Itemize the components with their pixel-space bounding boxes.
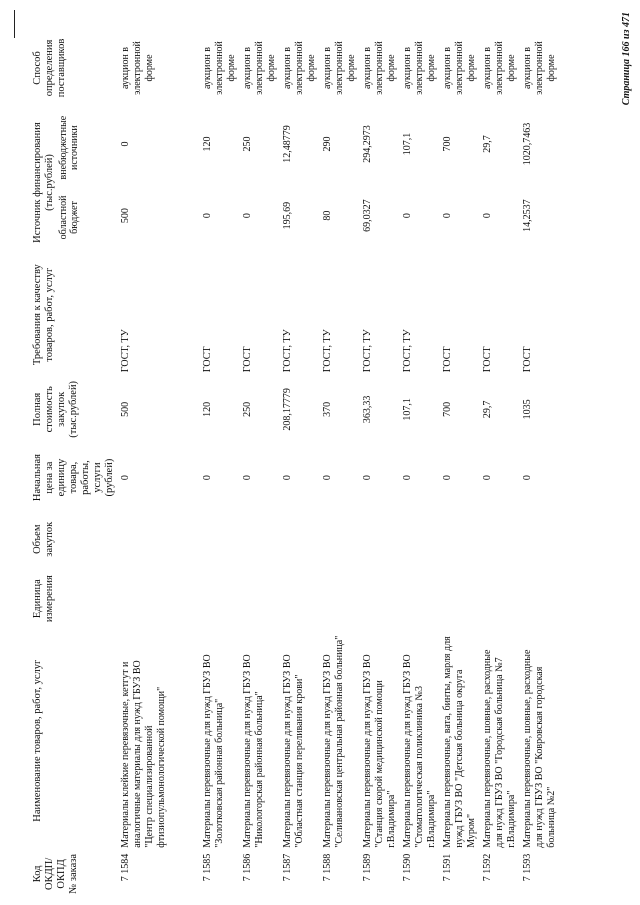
row-unit	[400, 567, 440, 631]
row-volume	[280, 512, 320, 567]
table-row	[240, 25, 280, 897]
row-method: аукцион в электронной форме	[242, 41, 277, 95]
row-unit-price: 0	[522, 475, 533, 481]
row-method: аукцион в электронной форме	[322, 41, 357, 95]
row-regional: 80	[322, 210, 333, 221]
row-code: 7 1584	[120, 853, 131, 882]
row-total: 107,1	[402, 398, 413, 421]
header-sources-regional: областной бюджет	[58, 195, 80, 240]
row-method: аукцион в электронной форме	[202, 41, 237, 95]
row-volume	[118, 512, 200, 567]
row-unit-price: 0	[402, 475, 413, 481]
row-volume	[400, 512, 440, 567]
row-quality: ГОСТ	[242, 346, 253, 373]
row-total: 120	[202, 401, 213, 417]
row-quality: ГОСТ	[442, 346, 453, 373]
header-quality: Требования к качеству товаров, работ, услуг	[32, 264, 55, 366]
row-method: аукцион в электронной форме	[522, 41, 557, 95]
row-regional: 0	[442, 213, 453, 219]
row-method: аукцион в электронной форме	[362, 41, 397, 95]
row-unit-price: 0	[482, 475, 493, 481]
row-regional: 69,0327	[362, 199, 373, 232]
row-extra: 250	[242, 136, 253, 152]
row-total: 500	[120, 401, 131, 417]
table-row	[440, 25, 480, 897]
row-volume	[480, 512, 520, 567]
row-code: 7 1585	[202, 853, 213, 882]
row-total: 29,7	[482, 400, 493, 419]
row-unit	[118, 567, 200, 631]
row-extra: 1020,7463	[522, 122, 533, 166]
row-extra: 700	[442, 136, 453, 152]
row-total: 370	[322, 401, 333, 417]
table-row	[360, 25, 400, 897]
row-method: аукцион в электронной форме	[482, 41, 517, 95]
row-quality: ГОСТ, ТУ	[322, 329, 333, 373]
row-regional: 0	[402, 213, 413, 219]
row-unit-price: 0	[442, 475, 453, 481]
table-row	[118, 25, 200, 897]
header-sources	[30, 111, 118, 254]
row-code: 7 1589	[362, 853, 373, 882]
row-quality: ГОСТ	[202, 346, 213, 373]
row-name: Материалы перевязочные для нужд ГБУЗ ВО "Селивановская центральная районная больница"	[322, 635, 345, 848]
row-unit-price: 0	[362, 475, 373, 481]
row-extra: 120	[202, 136, 213, 152]
row-regional: 195,69	[282, 201, 293, 230]
row-unit	[320, 567, 360, 631]
procurement-table	[30, 25, 560, 897]
row-name: Материалы перевязочные для нужд ГБУЗ ВО "Областная станция переливания крови"	[282, 654, 305, 848]
row-regional: 0	[482, 213, 493, 219]
row-unit-price: 0	[322, 475, 333, 481]
row-code: 7 1586	[242, 853, 253, 882]
row-regional: 500	[120, 208, 131, 224]
row-total: 1035	[522, 399, 533, 420]
row-total: 700	[442, 401, 453, 417]
row-code: 7 1587	[282, 853, 293, 882]
table-row	[520, 25, 560, 897]
row-quality: ГОСТ, ТУ	[282, 329, 293, 373]
corner-mark	[14, 10, 15, 38]
header-sources-title: Источник финансирования (тыс.рублей)	[32, 122, 55, 243]
row-unit	[360, 567, 400, 631]
row-extra: 107,1	[402, 132, 413, 156]
row-volume	[240, 512, 280, 567]
header-name: Наименование товаров, работ, услуг	[32, 659, 43, 822]
table-row	[400, 25, 440, 897]
row-code: 7 1590	[402, 853, 413, 882]
row-quality: ГОСТ, ТУ	[402, 329, 413, 373]
header-total: Полная стоимость закупок (тыс.рублей)	[32, 380, 79, 438]
row-name: Материалы перевязочные, шовные, расходные для нужд ГБУЗ ВО "Городская больница №7 г.Владимира"	[482, 649, 517, 848]
header-unit: Единица измерения	[32, 575, 55, 623]
row-name: Материалы перевязочные для нужд ГБУЗ ВО "Никологорская районная больница"	[242, 654, 265, 848]
row-name: Материалы перевязочные, шовные, расходные для нужд ГБУЗ ВО "Ковровская городская больница №2"	[522, 649, 557, 848]
row-unit	[280, 567, 320, 631]
row-method: аукцион в электронной форме	[442, 41, 477, 95]
row-volume	[520, 512, 560, 567]
row-code: 7 1592	[482, 853, 493, 882]
row-code: 7 1588	[322, 853, 333, 882]
header-code: Код ОКДП/ ОКПД № заказа	[32, 853, 79, 894]
header-unit-price: Начальная цена за единицу товара, работы, услуги (рублей)	[32, 454, 115, 502]
row-quality: ГОСТ, ТУ	[120, 329, 131, 373]
row-name: Материалы перевязочные для нужд ГБУЗ ВО "Золотковская районная больница"	[202, 654, 225, 848]
row-quality: ГОСТ, ТУ	[362, 329, 373, 373]
row-unit	[520, 567, 560, 631]
row-regional: 0	[202, 213, 213, 219]
row-volume	[200, 512, 240, 567]
row-unit-price: 0	[120, 475, 131, 481]
row-extra: 12,48779	[282, 125, 293, 163]
row-name: Материалы клейкие перевязочные, кетгут и аналогичные материалы для нужд ГБУЗ ВО "Центр специализированной фтизиопульмонологической помощи"	[120, 660, 167, 848]
row-unit-price: 0	[202, 475, 213, 481]
row-method: аукцион в электронной форме	[282, 41, 317, 95]
table-row	[320, 25, 360, 897]
header-volume: Объем закупок	[32, 521, 55, 557]
row-quality: ГОСТ	[522, 346, 533, 373]
row-extra: 0	[120, 141, 131, 147]
row-regional: 14,2537	[522, 199, 533, 232]
table-row	[200, 25, 240, 897]
row-name: Материалы перевязочные, вата, бинты, марля для нужд ГБУЗ ВО "Детская больница округа Муром"	[442, 636, 477, 848]
row-unit	[440, 567, 480, 631]
row-unit	[480, 567, 520, 631]
table-row	[280, 25, 320, 897]
row-name: Материалы перевязочные для нужд ГБУЗ ВО "Станция скорой медицинской помощи г.Владимира"	[362, 654, 397, 848]
row-quality: ГОСТ	[482, 346, 493, 373]
header-method: Способ определения поставщиков	[32, 38, 67, 98]
row-total: 250	[242, 401, 253, 417]
table-header-row	[30, 25, 118, 897]
header-sources-extrabudget: внебюджетные источники	[58, 115, 80, 180]
page-number: Страница 166 из 471	[621, 12, 632, 106]
row-unit-price: 0	[242, 475, 253, 481]
row-volume	[320, 512, 360, 567]
table-row	[480, 25, 520, 897]
row-name: Материалы перевязочные для нужд ГБУЗ ВО "Стоматологическая поликлиника №3 г.Владимира"	[402, 654, 437, 848]
row-unit	[240, 567, 280, 631]
header-sources-sub	[58, 114, 80, 251]
row-unit-price: 0	[282, 475, 293, 481]
row-total: 208,17779	[282, 388, 293, 431]
row-unit	[200, 567, 240, 631]
row-method: аукцион в электронной форме	[402, 41, 437, 95]
row-extra: 294,2973	[362, 125, 373, 163]
row-method: аукцион в электронной форме	[120, 41, 155, 95]
row-total: 363,33	[362, 395, 373, 424]
row-regional: 0	[242, 213, 253, 219]
row-code: 7 1591	[442, 853, 453, 882]
row-extra: 29,7	[482, 135, 493, 153]
row-volume	[440, 512, 480, 567]
row-code: 7 1593	[522, 853, 533, 882]
row-extra: 290	[322, 136, 333, 152]
row-volume	[360, 512, 400, 567]
